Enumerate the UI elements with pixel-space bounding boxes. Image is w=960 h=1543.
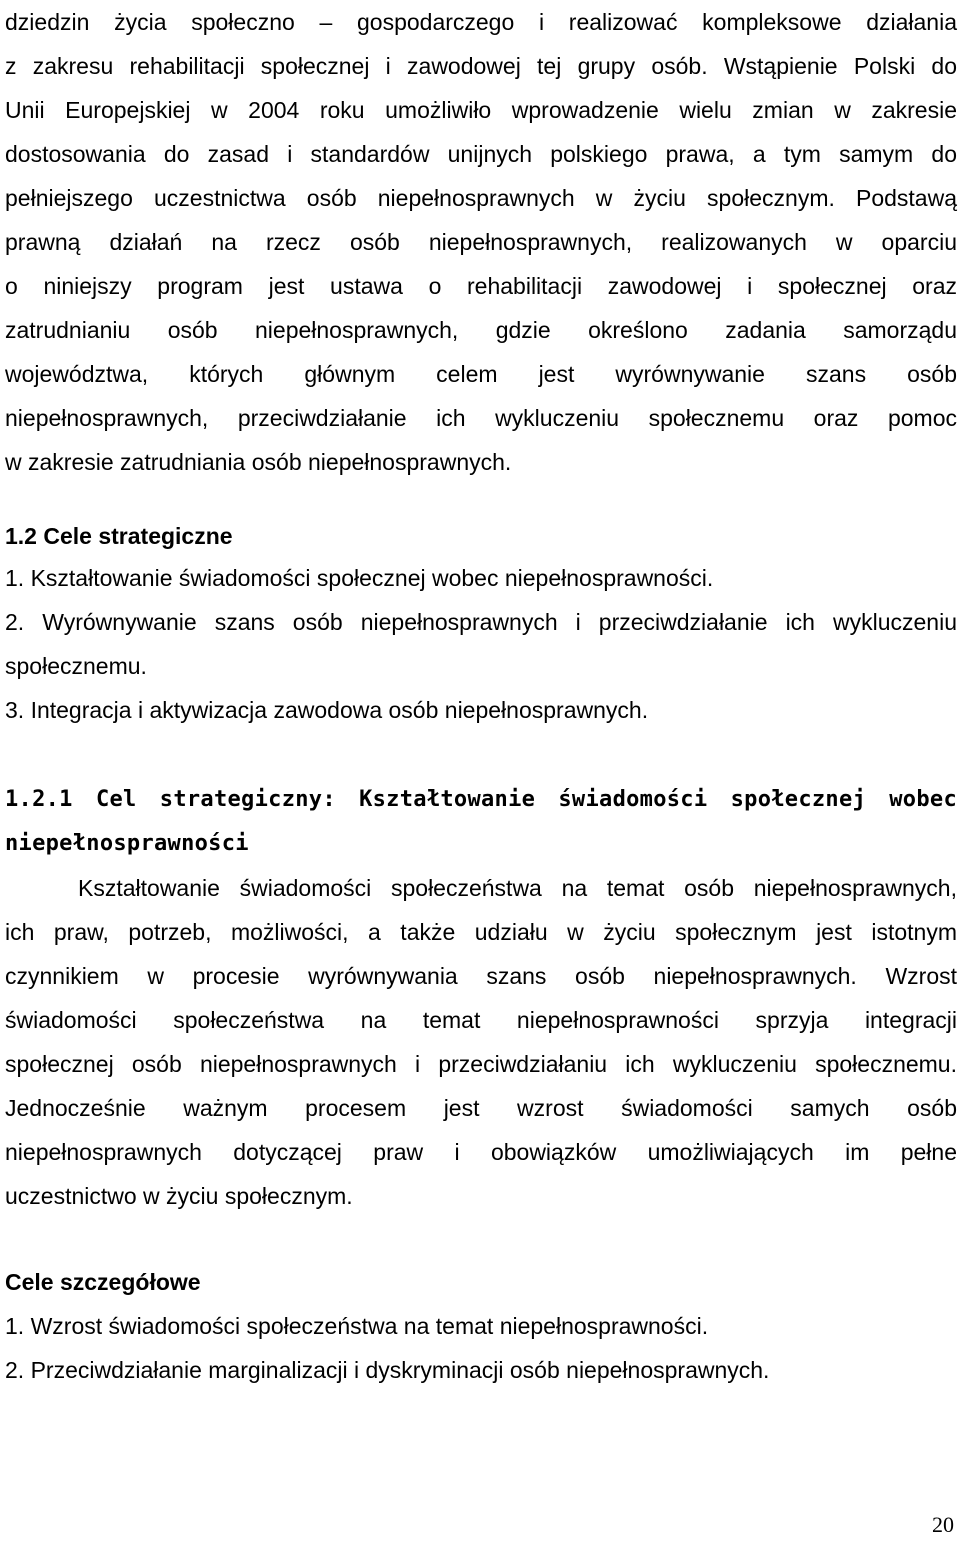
paragraph-line: zatrudnianiu osób niepełnosprawnych, gdzie określono zadania samorządu	[5, 317, 957, 343]
section-heading: 1.2.1 Cel strategiczny: Kształtowanie świadomości społecznej wobec	[5, 787, 957, 812]
section-heading-continuation: niepełnosprawności	[5, 831, 249, 856]
paragraph-line: Jednocześnie ważnym procesem jest wzrost świadomości samych osób	[5, 1095, 957, 1121]
page-number: 20	[932, 1512, 954, 1537]
paragraph-line: Unii Europejskiej w 2004 roku umożliwiło wprowadzenie wielu zmian w zakresie	[5, 97, 957, 123]
strategic-goals-section	[5, 514, 957, 732]
intro-paragraph	[5, 0, 957, 484]
paragraph-line: dostosowania do zasad i standardów unijnych polskiego prawa, a tym samym do	[5, 141, 957, 167]
list-item: 3. Integracja i aktywizacja zawodowa osób niepełnosprawnych.	[5, 697, 649, 723]
paragraph-line: czynnikiem w procesie wyrównywania szans osób niepełnosprawnych. Wzrost	[5, 963, 957, 989]
paragraph-line: w zakresie zatrudniania osób niepełnosprawnych.	[5, 449, 512, 475]
paragraph-line: prawną działań na rzecz osób niepełnosprawnych, realizowanych w oparciu	[5, 229, 957, 255]
paragraph-line: województwa, których głównym celem jest wyrównywanie szans osób	[5, 361, 957, 387]
list-item: 1. Wzrost świadomości społeczeństwa na temat niepełnosprawności.	[5, 1313, 709, 1339]
list-item: 2. Wyrównywanie szans osób niepełnosprawnych i przeciwdziałanie ich wykluczeniu	[5, 609, 957, 635]
strategic-goal-section	[5, 778, 957, 1218]
detailed-goals-section	[5, 1260, 957, 1392]
paragraph-line: świadomości społeczeństwa na temat niepełnosprawności sprzyja integracji	[5, 1007, 957, 1033]
section-heading: Cele szczegółowe	[5, 1269, 201, 1295]
list-item: 2. Przeciwdziałanie marginalizacji i dyskryminacji osób niepełnosprawnych.	[5, 1357, 770, 1383]
paragraph-line: o niniejszy program jest ustawa o rehabilitacji zawodowej i społecznej oraz	[5, 273, 957, 299]
paragraph-line: dziedzin życia społeczno – gospodarczego i realizować kompleksowe działania	[5, 9, 957, 35]
paragraph-line: z zakresu rehabilitacji społecznej i zawodowej tej grupy osób. Wstąpienie Polski do	[5, 53, 957, 79]
paragraph-line: społecznej osób niepełnosprawnych i przeciwdziałaniu ich wykluczeniu społecznemu.	[5, 1051, 957, 1077]
paragraph-line: Kształtowanie świadomości społeczeństwa na temat osób niepełnosprawnych,	[78, 875, 957, 901]
paragraph-line: uczestnictwo w życiu społecznym.	[5, 1183, 353, 1209]
paragraph-line: ich praw, potrzeb, możliwości, a także udziału w życiu społecznym jest istotnym	[5, 919, 957, 945]
paragraph-line: niepełnosprawnych, przeciwdziałanie ich wykluczeniu społecznemu oraz pomoc	[5, 405, 957, 431]
section-heading: 1.2 Cele strategiczne	[5, 523, 233, 549]
list-item: 1. Kształtowanie świadomości społecznej wobec niepełnosprawności.	[5, 565, 714, 591]
paragraph-line: pełniejszego uczestnictwa osób niepełnosprawnych w życiu społecznym. Podstawą	[5, 185, 957, 211]
list-item-continuation: społecznemu.	[5, 653, 147, 679]
paragraph-line: niepełnosprawnych dotyczącej praw i obowiązków umożliwiających im pełne	[5, 1139, 957, 1165]
